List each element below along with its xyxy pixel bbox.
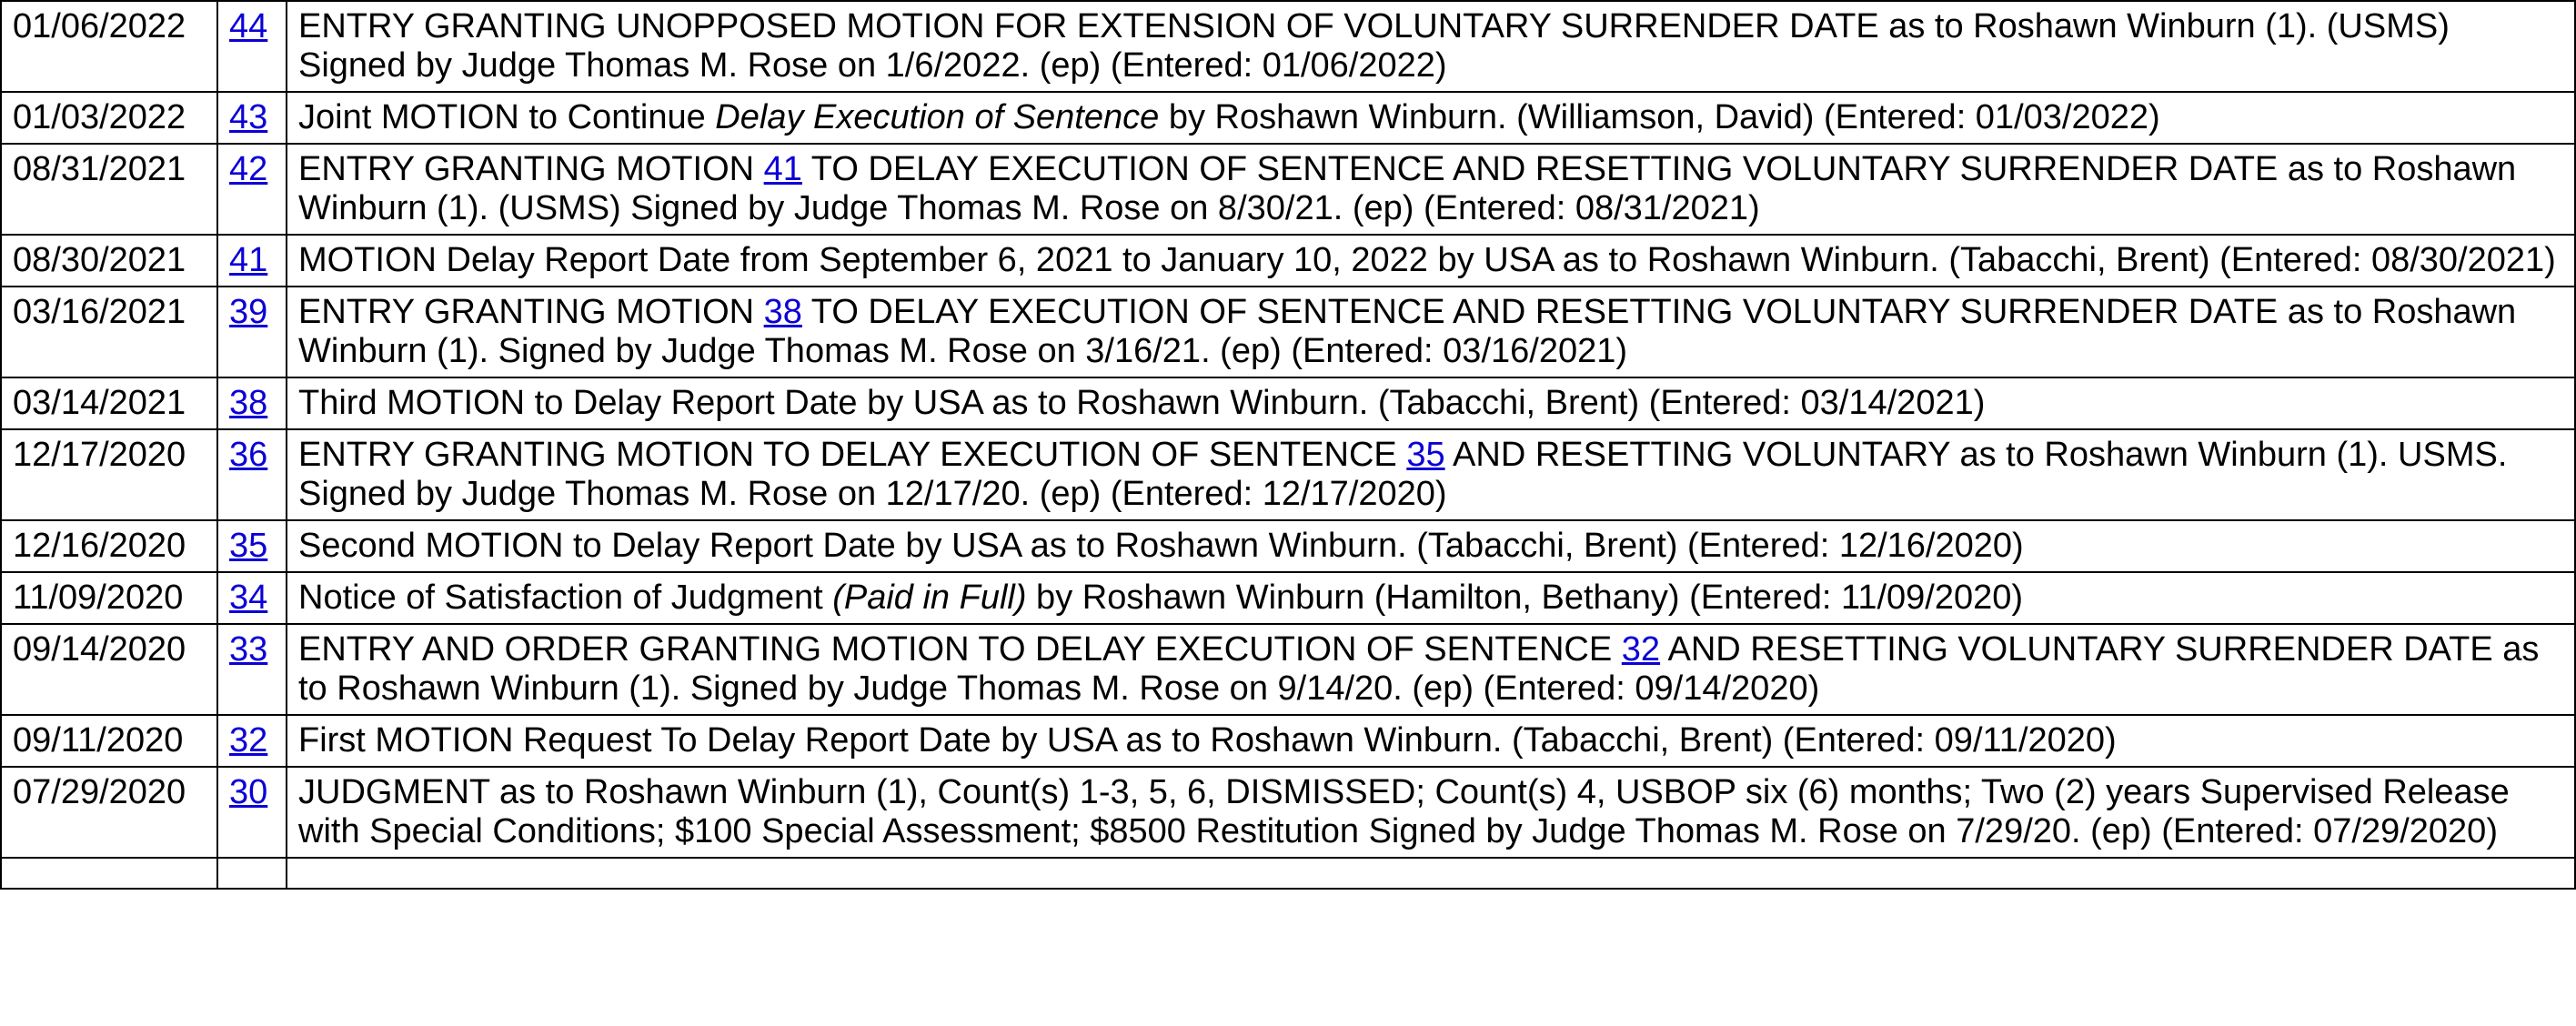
entry-description-text: ENTRY GRANTING MOTION: [298, 293, 764, 331]
entry-description-text: ENTRY AND ORDER GRANTING MOTION TO DELAY EXECUTION OF SENTENCE: [298, 630, 1622, 669]
docket-entry-row: [1, 144, 2575, 235]
entry-description-text: AND RESETTING VOLUNTARY SURRENDER DATE as to Roshawn Winburn (1). Signed by Judge Thomas M. Rose on 9/14/20. (ep) (Entered: 09/14/2020): [298, 630, 2540, 708]
document-number-link[interactable]: 39: [229, 293, 268, 331]
entry-date: 11/09/2020: [1, 572, 217, 624]
entry-description: [287, 572, 2575, 624]
document-number-link[interactable]: 34: [229, 578, 268, 617]
docket-entry-row: [1, 287, 2575, 377]
entry-number-cell: [217, 715, 287, 767]
document-number-link[interactable]: 32: [229, 721, 268, 759]
document-number-link[interactable]: 38: [229, 384, 268, 422]
entry-description-text: First MOTION Request To Delay Report Date by USA as to Roshawn Winburn. (Tabacchi, Brent) (Entered: 09/11/2020): [298, 721, 2117, 759]
entry-description: [287, 1, 2575, 92]
document-number-link[interactable]: 36: [229, 436, 268, 474]
document-number-link[interactable]: 30: [229, 773, 268, 811]
entry-description-text: Joint MOTION to Continue: [298, 98, 716, 136]
entry-description-text: Notice of Satisfaction of Judgment: [298, 578, 833, 617]
entry-number-cell: [217, 235, 287, 287]
docket-entry-row: [1, 429, 2575, 520]
docket-entry-row: [1, 377, 2575, 429]
entry-description-text: ENTRY GRANTING MOTION TO DELAY EXECUTION OF SENTENCE: [298, 436, 1407, 474]
entry-description-text: AND RESETTING VOLUNTARY as to Roshawn Winburn (1). USMS. Signed by Judge Thomas M. Rose on 12/17/20. (ep) (Entered: 12/17/2020): [298, 436, 2508, 513]
entry-number-cell: [217, 144, 287, 235]
empty-cell: [1, 858, 217, 889]
entry-date: 09/11/2020: [1, 715, 217, 767]
entry-description-italic: Delay Execution of Sentence: [715, 98, 1160, 136]
referenced-document-link[interactable]: 38: [763, 293, 802, 331]
entry-description-text: TO DELAY EXECUTION OF SENTENCE AND RESETTING VOLUNTARY SURRENDER DATE as to Roshawn Winburn (1). (USMS) Signed by Judge Thomas M. Rose on 8/30/21. (ep) (Entered: 08/31/2021): [298, 150, 2517, 227]
entry-description: [287, 624, 2575, 715]
entry-description: [287, 520, 2575, 572]
entry-description: [287, 767, 2575, 858]
docket-entry-row: [1, 715, 2575, 767]
entry-number-cell: [217, 429, 287, 520]
docket-entry-row: [1, 1, 2575, 92]
entry-date: 03/14/2021: [1, 377, 217, 429]
entry-description: [287, 377, 2575, 429]
entry-description: [287, 235, 2575, 287]
entry-number-cell: [217, 624, 287, 715]
entry-description: [287, 144, 2575, 235]
docket-entry-row: [1, 624, 2575, 715]
document-number-link[interactable]: 33: [229, 630, 268, 669]
entry-description: [287, 429, 2575, 520]
entry-description-text: ENTRY GRANTING MOTION: [298, 150, 764, 188]
entry-date: 09/14/2020: [1, 624, 217, 715]
entry-description-text: ENTRY GRANTING UNOPPOSED MOTION FOR EXTENSION OF VOLUNTARY SURRENDER DATE as to Roshawn Winburn (1). (USMS) Signed by Judge Thomas M. Rose on 1/6/2022. (ep) (Entered: 01/06/2022): [298, 7, 2450, 85]
docket-entry-row: [1, 92, 2575, 144]
entry-description-text: JUDGMENT as to Roshawn Winburn (1), Count(s) 1-3, 5, 6, DISMISSED; Count(s) 4, USBOP six (6) months; Two (2) years Supervised Release with Special Conditions; $100 Special Assessment; $8500 Restitution Signed by Judge Thomas M. Rose on 7/29/20. (ep) (Entered: 07/29/2020): [298, 773, 2510, 850]
docket-entry-row: [1, 235, 2575, 287]
referenced-document-link[interactable]: 41: [763, 150, 802, 188]
entry-date: 03/16/2021: [1, 287, 217, 377]
entry-description-text: by Roshawn Winburn. (Williamson, David) (Entered: 01/03/2022): [1159, 98, 2160, 136]
entry-number-cell: [217, 767, 287, 858]
document-number-link[interactable]: 41: [229, 241, 268, 279]
document-number-link[interactable]: 42: [229, 150, 268, 188]
entry-description-text: Third MOTION to Delay Report Date by USA as to Roshawn Winburn. (Tabacchi, Brent) (Entered: 03/14/2021): [298, 384, 1986, 422]
entry-number-cell: [217, 377, 287, 429]
entry-description-text: by Roshawn Winburn (Hamilton, Bethany) (Entered: 11/09/2020): [1026, 578, 2024, 617]
docket-entry-row: [1, 520, 2575, 572]
docket-entry-row: [1, 572, 2575, 624]
entry-description-text: Second MOTION to Delay Report Date by USA as to Roshawn Winburn. (Tabacchi, Brent) (Entered: 12/16/2020): [298, 527, 2024, 565]
document-number-link[interactable]: 35: [229, 527, 268, 565]
entry-description-text: TO DELAY EXECUTION OF SENTENCE AND RESETTING VOLUNTARY SURRENDER DATE as to Roshawn Winburn (1). Signed by Judge Thomas M. Rose on 3/16/21. (ep) (Entered: 03/16/2021): [298, 293, 2517, 370]
entry-number-cell: [217, 1, 287, 92]
docket-continuation-row: [1, 858, 2575, 889]
entry-description-text: MOTION Delay Report Date from September 6, 2021 to January 10, 2022 by USA as to Roshawn Winburn. (Tabacchi, Brent) (Entered: 08/30/2021): [298, 241, 2556, 279]
entry-date: 12/17/2020: [1, 429, 217, 520]
document-number-link[interactable]: 43: [229, 98, 268, 136]
entry-number-cell: [217, 572, 287, 624]
entry-number-cell: [217, 520, 287, 572]
entry-number-cell: [217, 92, 287, 144]
entry-description: [287, 715, 2575, 767]
entry-date: 01/06/2022: [1, 1, 217, 92]
entry-description-italic: (Paid in Full): [832, 578, 1027, 617]
empty-cell: [217, 858, 287, 889]
entry-date: 07/29/2020: [1, 767, 217, 858]
entry-date: 01/03/2022: [1, 92, 217, 144]
referenced-document-link[interactable]: 32: [1621, 630, 1661, 669]
document-number-link[interactable]: 44: [229, 7, 268, 45]
entry-date: 08/30/2021: [1, 235, 217, 287]
entry-number-cell: [217, 287, 287, 377]
referenced-document-link[interactable]: 35: [1406, 436, 1445, 474]
docket-entry-row: [1, 767, 2575, 858]
entry-date: 12/16/2020: [1, 520, 217, 572]
entry-description: [287, 287, 2575, 377]
entry-description: [287, 92, 2575, 144]
entry-date: 08/31/2021: [1, 144, 217, 235]
empty-cell: [287, 858, 2575, 889]
docket-body: [1, 1, 2575, 889]
